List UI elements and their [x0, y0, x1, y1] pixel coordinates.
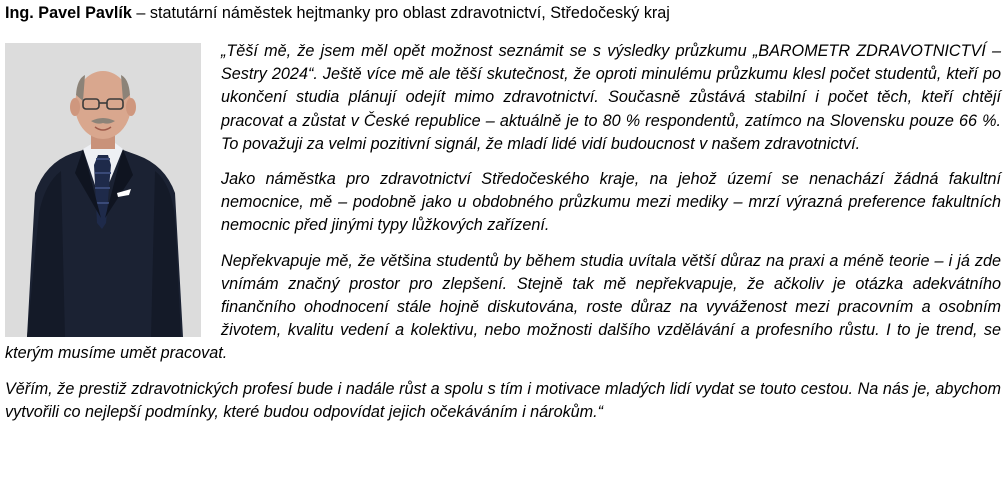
quote-paragraph-4: Věřím, že prestiž zdravotnických profesí bude i nadále růst a spolu s tím i motivace mladých lidí vydat se touto cestou. Na nás je, abychom vytvořili co nejlepší podmínky, které budou odpovídat jejich očekáváním i nárokům.“: [5, 379, 1001, 421]
quote-paragraph-1: „Těší mě, že jsem měl opět možnost seznámit se s výsledky průzkumu „BAROMETR ZDRAVOTNICTVÍ – Sestry 2024“. Ještě více mě ale těší skutečnost, že oproti minulému průzkumu klesl počet studentů, kteří po ukončení studia plánují odejít mimo zdravotnictví. Současně zůstává stabilní i počet těch, kteří chtějí pracovat a zůstat v České republice – aktuálně je to 80 % respondentů, zatímco na Slovensku pouze 66 %. To považuji za velmi pozitivní signál, že mladí lidé vidí budoucnost v našem zdravotnictví.: [221, 42, 1001, 153]
author-heading: [5, 2, 1001, 24]
author-role: – statutární náměstek hejtmanky pro oblast zdravotnictví, Středočeský kraj: [131, 4, 670, 22]
quote-text: [5, 40, 1001, 424]
quote-paragraph-3: Nepřekvapuje mě, že většina studentů by během studia uvítala větší důraz na praxi a méně teorie – i já zde vnímám značný prostor pro zlepšení. Stejně tak mě nepřekvapuje, že ačkoliv je otázka adekvátního finančního ohodnocení stále hojně diskutována, roste důraz na vyváženost mezi pracovním a osobním životem, kvalitu vedení a kolektivu, nebo možnosti dalšího vzdělávání a profesního růstu. I to je trend, se kterým musíme umět pracovat.: [5, 251, 1001, 363]
author-name: Ing. Pavel Pavlík: [5, 4, 132, 22]
quote-paragraph-2: Jako náměstka pro zdravotnictví Středočeského kraje, na jehož území se nenachází žádná fakultní nemocnice, mě – podobně jako u obdobného průzkumu mezi mediky – mrzí výrazná preference fakultních nemocnic před jinými typy lůžkových zařízení.: [221, 170, 1001, 235]
photo-spacer: [5, 40, 221, 340]
